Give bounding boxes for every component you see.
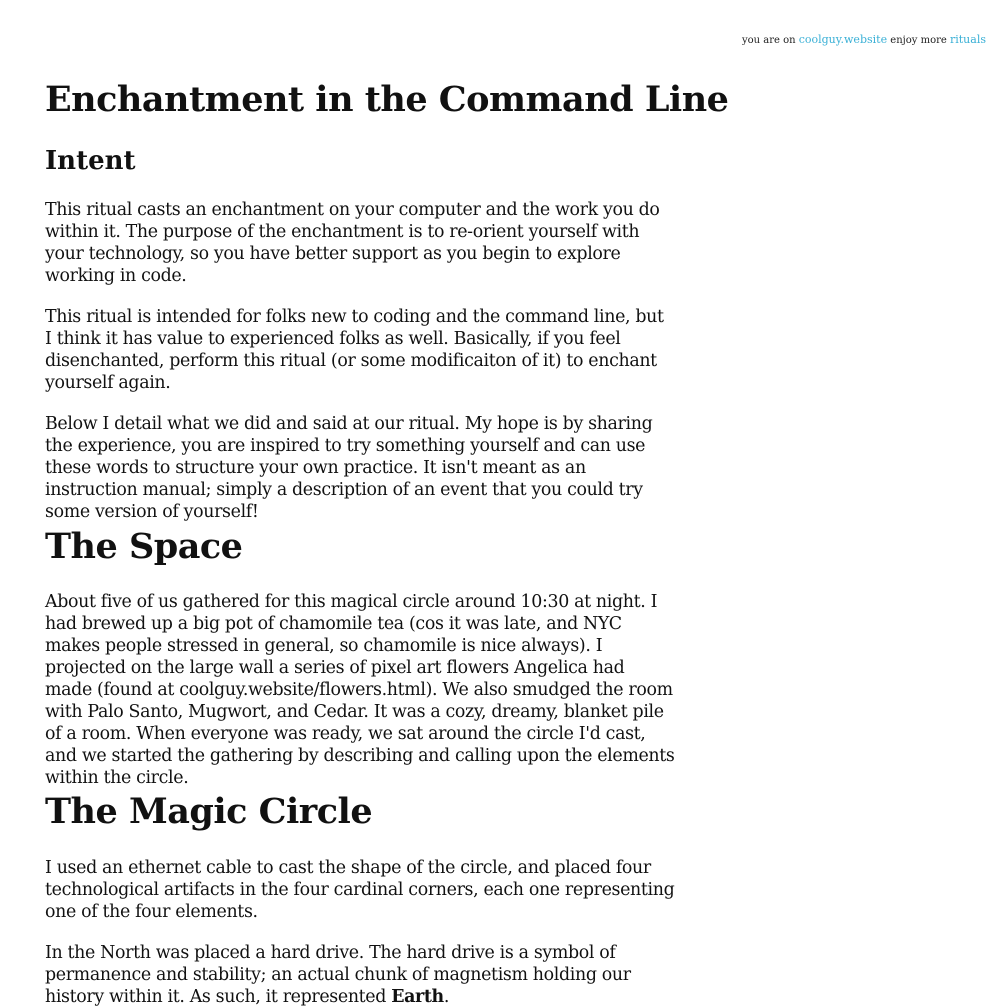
magic-circle-paragraph-2-end: . xyxy=(443,987,450,1007)
nav-prefix: you are on xyxy=(741,35,796,46)
magic-circle-paragraph-2 xyxy=(45,942,675,1008)
magic-circle-paragraph-1: I used an ethernet cable to cast the shape of the circle, and placed four technological artifacts in the four cardinal corners, each one representing one of the four elements. xyxy=(45,858,675,922)
page-title: Enchantment in the Command Line xyxy=(45,79,729,120)
top-nav xyxy=(742,33,986,46)
space-heading: The Space xyxy=(45,526,243,567)
earth-element-label: Earth xyxy=(391,987,444,1007)
magic-circle-paragraph-2-text: In the North was placed a hard drive. The hard drive is a symbol of permanence and stability; an actual chunk of magnetism holding our history within it. As such, it represented xyxy=(45,943,631,1007)
space-paragraph-1: About five of us gathered for this magical circle around 10:30 at night. I had brewed up a big pot of chamomile tea (cos it was late, and NYC makes people stressed in general, so chamomile is nice always). I projected on the large wall a series of pixel art flowers Angelica had made (found at coolguy.website/flowers.html). We also smudged the room with Palo Santo, Mugwort, and Cedar. It was a cozy, dreamy, blanket pile of a room. When everyone was ready, we sat around the circle I'd cast, and we started the gathering by describing and calling upon the elements within the circle. xyxy=(45,592,675,788)
intent-paragraph-2: This ritual is intended for folks new to coding and the command line, but I think it has value to experienced folks as well. Basically, if you feel disenchanted, perform this ritual (or some modificaiton of it) to enchant yourself again. xyxy=(45,307,664,393)
site-link[interactable]: coolguy.website xyxy=(798,33,888,46)
magic-circle-heading: The Magic Circle xyxy=(45,791,373,832)
intent-heading: Intent xyxy=(45,146,136,176)
intent-paragraph-3: Below I detail what we did and said at our ritual. My hope is by sharing the experience, you are inspired to try something yourself and can use these words to structure your own practice. It isn't meant as an instruction manual; simply a description of an event that you could try some version of yourself! xyxy=(45,414,653,522)
intent-paragraph-1: This ritual casts an enchantment on your computer and the work you do within it. The purpose of the enchantment is to re-orient yourself with your technology, so you have better support as you begin to explore working in code. xyxy=(45,200,660,286)
rituals-link[interactable]: rituals xyxy=(949,33,986,46)
nav-middle: enjoy more xyxy=(890,35,947,46)
